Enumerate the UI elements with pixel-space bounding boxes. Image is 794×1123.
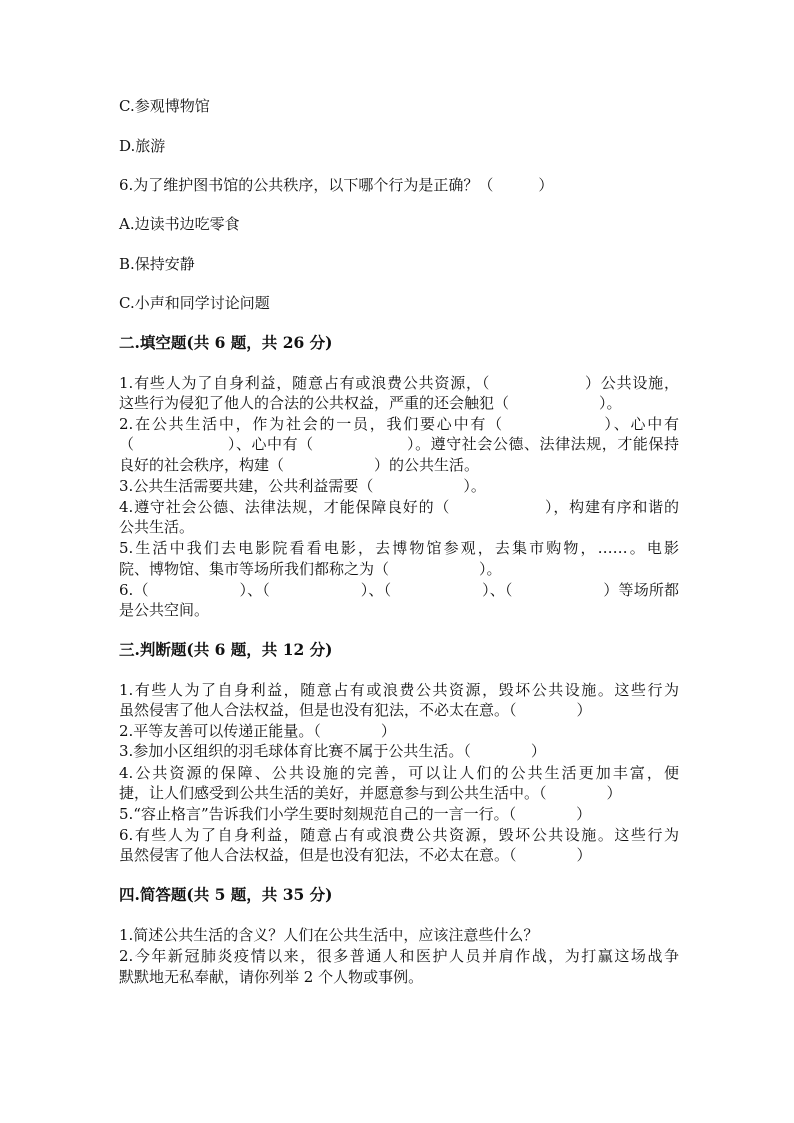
- fill-blank-line: 6.（ ）、（ ）、（ ）、（ ）等场所都: [119, 581, 679, 599]
- option-q6-b: B.保持安静: [119, 255, 195, 273]
- true-false-line: 6.有些人为了自身利益，随意占有或浪费公共资源，毁坏公共设施。这些行为: [119, 826, 679, 844]
- option-q6-a: A.边读书边吃零食: [119, 215, 240, 233]
- short-answer-heading: 四.简答题(共 5 题，共 35 分): [119, 885, 333, 904]
- short-answer-line: 默默地无私奉献，请你列举 2 个人物或事例。: [119, 968, 424, 986]
- fill-blank-line: 4.遵守社会公德、法律法规，才能保障良好的（ ），构建有序和谐的: [119, 498, 679, 516]
- short-answer-line: 1.简述公共生活的含义？人们在公共生活中，应该注意些什么？: [119, 926, 539, 944]
- true-false-line: 3.参加小区组织的羽毛球体育比赛不属于公共生活。（ ）: [119, 742, 546, 760]
- true-false-line: 4.公共资源的保障、公共设施的完善，可以让人们的公共生活更加丰富，便: [119, 764, 679, 782]
- fill-blank-heading: 二.填空题(共 6 题，共 26 分): [119, 333, 333, 352]
- option-q5-c: C.参观博物馆: [119, 97, 210, 115]
- true-false-line: 2.平等友善可以传递正能量。（ ）: [119, 722, 396, 740]
- fill-blank-line: （ ）、心中有（ ）。遵守社会公德、法律法规，才能保持: [119, 435, 679, 453]
- true-false-line: 捷，让人们感受到公共生活的美好，并愿意参与到公共生活中。（ ）: [119, 784, 622, 802]
- short-answer-line: 2.今年新冠肺炎疫情以来，很多普通人和医护人员并肩作战，为打赢这场战争: [119, 947, 679, 965]
- fill-blank-line: 这些行为侵犯了他人的合法的公共权益，严重的还会触犯（ ）。: [119, 394, 622, 412]
- fill-blank-line: 良好的社会秩序，构建（ ）的公共生活。: [119, 456, 480, 474]
- fill-blank-line: 院、博物馆、集市等场所我们都称之为（ ）。: [119, 560, 502, 578]
- fill-blank-line: 1.有些人为了自身利益，随意占有或浪费公共资源，（ ）公共设施，: [119, 374, 679, 392]
- true-false-heading: 三.判断题(共 6 题，共 12 分): [119, 640, 333, 659]
- fill-blank-line: 3.公共生活需要共建，公共利益需要（ ）。: [119, 477, 486, 495]
- option-q6-c: C.小声和同学讨论问题: [119, 294, 270, 312]
- fill-blank-line: 2.在公共生活中，作为社会的一员，我们要心中有（ ）、心中有: [119, 415, 679, 433]
- fill-blank-line: 公共生活。: [119, 518, 195, 536]
- true-false-line: 虽然侵害了他人合法权益，但是也没有犯法，不必太在意。（ ）: [119, 846, 592, 864]
- question-6-stem: 6.为了维护图书馆的公共秩序，以下哪个行为是正确？（ ）: [119, 176, 554, 194]
- true-false-line: 1.有些人为了自身利益，随意占有或浪费公共资源，毁坏公共设施。这些行为: [119, 681, 679, 699]
- true-false-line: 5.“容止格言”告诉我们小学生要时刻规范自己的一言一行。（ ）: [119, 805, 592, 823]
- option-q5-d: D.旅游: [119, 137, 166, 155]
- true-false-line: 虽然侵害了他人合法权益，但是也没有犯法，不必太在意。（ ）: [119, 701, 592, 719]
- fill-blank-line: 是公共空间。: [119, 601, 210, 619]
- fill-blank-line: 5.生活中我们去电影院看看电影，去博物馆参观，去集市购物，……。电影: [119, 539, 679, 557]
